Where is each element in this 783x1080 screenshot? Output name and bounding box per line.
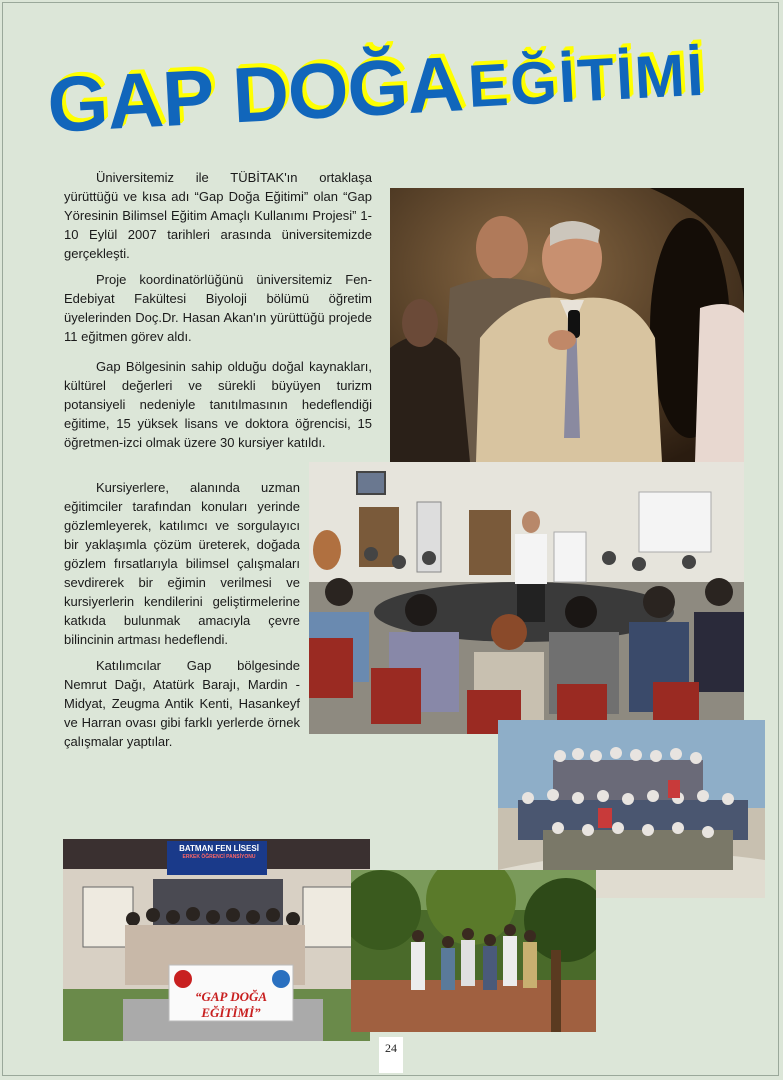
- paragraph-3: Gap Bölgesinin sahip olduğu doğal kaynakları, kültürel değerleri ve sürekli büyüyen turizm potansiyeli nedeniyle tanıtılmasının hedeflendiği eğitime, 15 yüksek lisans ve doktora öğrencisi, 15 öğretmen-izci olmak üzere 30 kursiyer katıldı.: [64, 359, 372, 450]
- paragraph-1: Üniversitemiz ile TÜBİTAK'ın ortaklaşa yürüttüğü ve kısa adı “Gap Doğa Eğitimi” olan “Gap Yöresinin Bilimsel Eğitim Amaçlı Kullanımı Projesi” 1-10 Eylül 2007 tarihleri arasında üniversitemizde gerçekleşti.: [64, 170, 372, 261]
- paragraph-2: Proje koordinatörlüğünü üniversitemiz Fen-Edebiyat Fakültesi Biyoloji bölümü öğretim üyelerinden Doç.Dr. Hasan Akan'ın yürüttüğü projede 11 eğitmen görev aldı.: [64, 272, 372, 344]
- banner-text: “GAP DOĞA EĞİTİMİ”: [194, 989, 268, 1020]
- title-part-2: EĞİTİMİ: [466, 40, 707, 121]
- title-part-1: GAP DOĞA: [45, 39, 465, 150]
- sign-line-1: BATMAN FEN LİSESİ: [179, 844, 259, 853]
- speaker-photo: [390, 188, 744, 462]
- sign-line-2: ERKEK ÖĞRENCİ PANSİYONU: [182, 854, 256, 860]
- paragraph-4: Kursiyerlere, alanında uzman eğitimciler tarafından konuları yerinde gözlemleyerek, katılımcı ve sorgulayıcı bir yaklaşımla çözüm üreterek, doğada gözlem fırsatlarıyla bilimsel çalışmaları sevdirerek bir eğimin verilmesi ve kursiyerlerin kendilerini geliştirmelerine katkıda bulunmak amacıyla çevre bilincinin artması hedeflendi.: [64, 480, 300, 647]
- classroom-photo: [309, 462, 744, 734]
- group-building-photo: [63, 839, 370, 1041]
- orchard-photo: [351, 870, 596, 1032]
- paragraph-5: Katılımcılar Gap bölgesinde Nemrut Dağı, Atatürk Barajı, Mardin - Midyat, Zeugma Antik Kenti, Hasankeyf ve Harran ovası gibi farklı yerlerde örnek çalışmalar yaptılar.: [64, 658, 300, 749]
- page-number: 24: [379, 1037, 403, 1073]
